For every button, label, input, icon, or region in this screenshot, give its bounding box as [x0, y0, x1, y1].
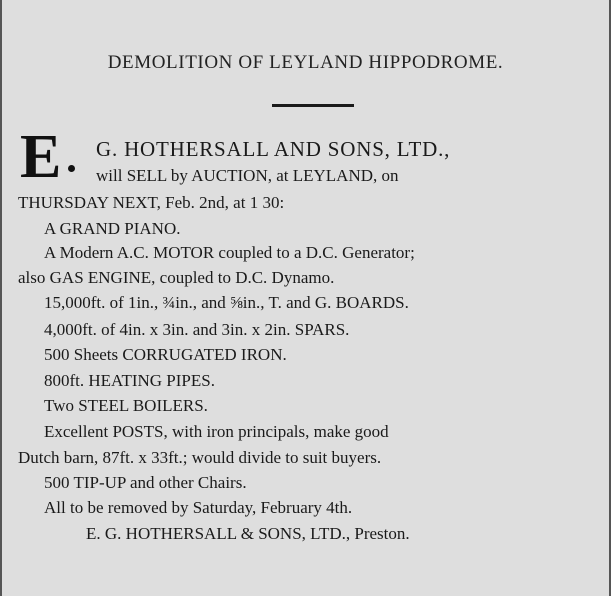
signature-line: E. G. HOTHERSALL & SONS, LTD., Preston. [86, 524, 410, 543]
auctioneer-name-line: G. HOTHERSALL AND SONS, LTD., [96, 137, 451, 161]
lot-chairs: 500 TIP-UP and other Chairs. [44, 473, 247, 492]
separator-rule [272, 104, 354, 107]
lot-boards: 15,000ft. of 1in., ¾in., and ⅝in., T. and G. BOARDS. [44, 293, 409, 312]
headline: DEMOLITION OF LEYLAND HIPPODROME. [107, 52, 504, 73]
auction-location-line: will SELL by AUCTION, at LEYLAND, on [96, 166, 399, 185]
lot-steel-boilers: Two STEEL BOILERS. [44, 396, 208, 415]
lot-motor-continued: also GAS ENGINE, coupled to D.C. Dynamo. [18, 268, 335, 287]
lot-grand-piano: A GRAND PIANO. [44, 219, 181, 238]
lot-motor: A Modern A.C. MOTOR coupled to a D.C. Generator; [44, 243, 415, 262]
lot-posts-continued: Dutch barn, 87ft. x 33ft.; would divide to suit buyers. [18, 448, 382, 467]
lot-heating-pipes: 800ft. HEATING PIPES. [44, 371, 215, 390]
lot-posts: Excellent POSTS, with iron principals, make good [44, 422, 389, 441]
drop-cap: E [20, 123, 62, 191]
removal-notice: All to be removed by Saturday, February 4th. [44, 498, 353, 517]
auction-date-line: THURSDAY NEXT, Feb. 2nd, at 1 30: [18, 193, 285, 212]
lot-spars: 4,000ft. of 4in. x 3in. and 3in. x 2in. SPARS. [44, 320, 350, 339]
drop-cap-period [68, 165, 75, 172]
lot-corrugated-iron: 500 Sheets CORRUGATED IRON. [44, 345, 287, 364]
